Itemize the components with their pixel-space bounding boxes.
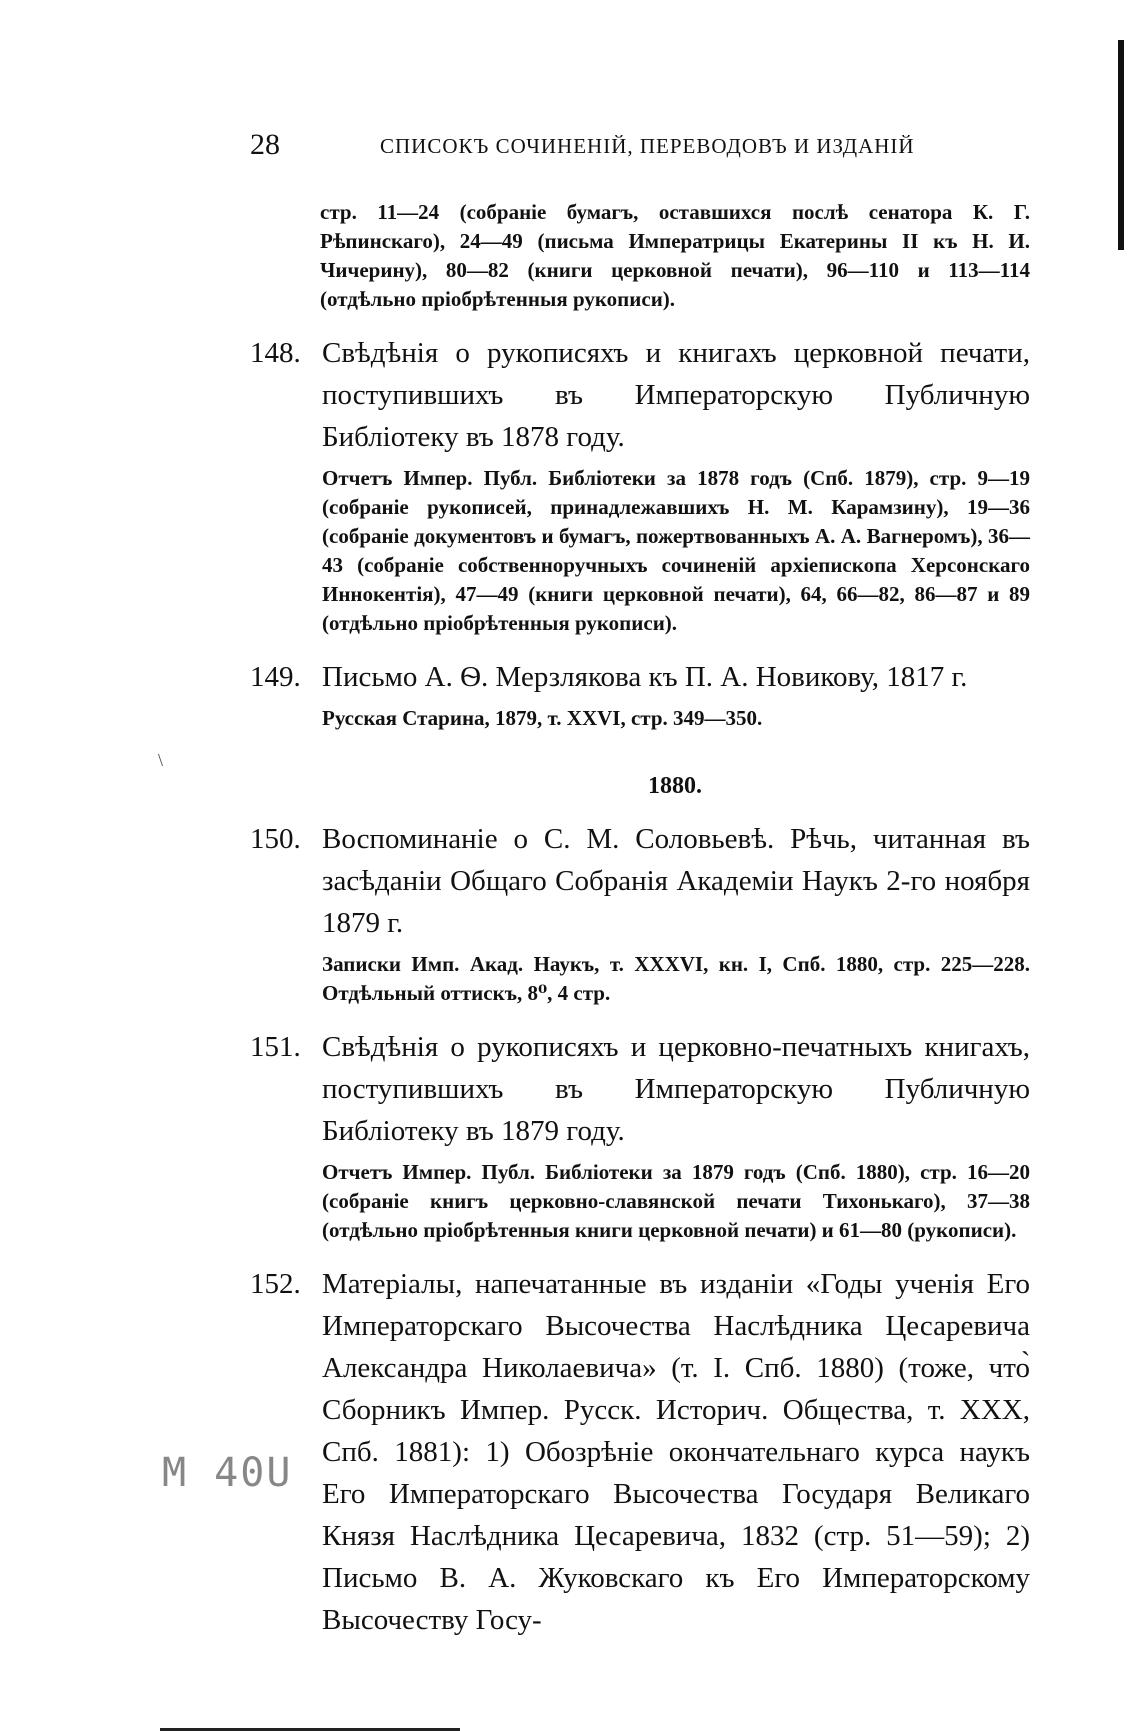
library-stamp: M 40U [162, 1450, 293, 1496]
running-title: СПИСОКЪ СОЧИНЕНІЙ, ПЕРЕВОДОВЪ И ИЗДАНІЙ [380, 134, 915, 158]
entry-number: 148. [250, 337, 301, 369]
scan-edge-bar [1118, 40, 1124, 250]
entry-number: 149. [250, 661, 301, 693]
entry-number: 150. [250, 823, 301, 855]
margin-mark: \ [158, 750, 164, 770]
entry-title: Письмо А. Ѳ. Мерзлякова къ П. А. Новикову, 1817 г. [322, 661, 968, 693]
entry-source: Записки Имп. Акад. Наукъ, т. XXXVI, кн. I, Спб. 1880, стр. 225—228. Отдѣльный оттискъ, 8⁰, 4 стр. [322, 952, 1030, 1005]
entry-number: 151. [250, 1031, 301, 1063]
entry-150 [250, 818, 1030, 1008]
page-header [250, 128, 950, 168]
entry-148 [250, 332, 1030, 638]
year-heading: 1880. [648, 773, 702, 799]
entry-source: Отчетъ Импер. Публ. Библіотеки за 1879 годъ (Спб. 1880), стр. 16—20 (собраніе книгъ церковно-славянской печати Тихонькаго), 37—38 (отдѣльно пріобрѣтенныя книги церковной печати) и 61—80 (рукописи). [322, 1160, 1030, 1242]
page-number: 28 [250, 128, 280, 161]
page-content [250, 198, 1030, 1641]
continuation-note: стр. 11—24 (собраніе бумагъ, оставшихся послѣ сенатора К. Г. Рѣпинскаго), 24—49 (письма Императрицы Екатерины II къ Н. И. Чичерину), 80—82 (книги церковной печати), 96—110 и 113—114 (отдѣльно пріобрѣтенныя рукописи). [320, 200, 1030, 311]
entry-title: Свѣдѣнія о рукописяхъ и церковно-печатныхъ книгахъ, поступившихъ въ Императорскую Публичную Библіотеку въ 1879 году. [322, 1031, 1030, 1147]
entry-149 [250, 656, 1030, 733]
entry-title: Воспоминаніе о С. М. Соловьевѣ. Рѣчь, читанная въ засѣданіи Общаго Собранія Академіи Наукъ 2-го ноября 1879 г. [322, 823, 1030, 939]
entry-title: Матеріалы, напечатанные въ изданіи «Годы ученія Его Императорскаго Высочества Наслѣдника Цесаревича Александра Николаевича» (т. I. Спб. 1880) (тоже, что̀ Сборникъ Импер. Русск. Историч. Общества, т. XXX, Спб. 1881): 1) Обозрѣніе окончательнаго курса наукъ Его Императорскаго Высочества Государя Великаго Князя Наслѣдника Цесаревича, 1832 (стр. 51—59); 2) Письмо В. А. Жуковскаго къ Его Императорскому Высочеству Госу- [322, 1268, 1030, 1636]
entry-151 [250, 1026, 1030, 1245]
entry-source: Русская Старина, 1879, т. XXVI, стр. 349—350. [322, 706, 763, 730]
entry-source: Отчетъ Импер. Публ. Библіотеки за 1878 годъ (Спб. 1879), стр. 9—19 (собраніе рукописей, принадлежавшихъ Н. М. Карамзину), 19—36 (собраніе документовъ и бумагъ, пожертвованныхъ А. А. Вагнеромъ), 36—43 (собраніе собственноручныхъ сочиненій архіепископа Херсонскаго Иннокентія), 47—49 (книги церковной печати), 64, 66—82, 86—87 и 89 (отдѣльно пріобрѣтенныя рукописи). [322, 466, 1030, 635]
entry-title: Свѣдѣнія о рукописяхъ и книгахъ церковной печати, поступившихъ въ Императорскую Публичную Библіотеку въ 1878 году. [322, 337, 1030, 453]
entry-number: 152. [250, 1268, 301, 1300]
entry-152 [250, 1263, 1030, 1641]
